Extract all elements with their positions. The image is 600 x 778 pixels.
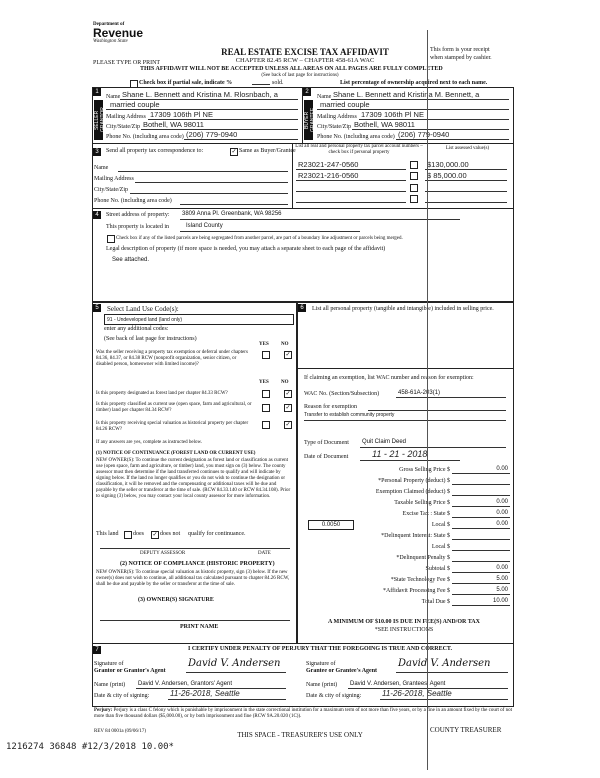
grantee-date[interactable]: 11-26-2018, Seattle <box>382 689 452 698</box>
tax-row <box>300 465 512 476</box>
tax-row-value[interactable]: 0.00 <box>496 499 508 505</box>
corr-city-line[interactable] <box>130 193 288 194</box>
q-forest-yes[interactable] <box>262 390 270 398</box>
parcel-3-value-line[interactable] <box>425 191 507 192</box>
qualify-label: qualify for continuance. <box>188 531 246 537</box>
tax-row-value[interactable]: 0.00 <box>496 565 508 571</box>
grantee-signature[interactable]: David V. Andersen <box>398 658 491 669</box>
q-historic: Is this property receiving special valuation as historical property per chapter 84.26 RCW? <box>96 421 249 432</box>
ownership-note: List percentage of ownership acquired next to each name. <box>340 80 488 86</box>
tax-row-label: Excise Tax : State $ <box>402 511 450 517</box>
q-current-use-yes[interactable] <box>262 404 270 412</box>
doc-date-label: Date of Document <box>304 454 349 460</box>
parcel-2-number[interactable]: R23021-216-0560 <box>298 171 359 180</box>
seller-name[interactable]: Shane L. Bennett and Kristina M. Rlosnbach, a <box>122 90 278 99</box>
tax-row-label: *Delinquent Penalty $ <box>396 555 450 561</box>
street-label: Street address of property: <box>106 212 170 218</box>
segregated-checkbox[interactable] <box>107 235 115 243</box>
q-historic-yes[interactable] <box>262 421 270 429</box>
property-box <box>92 208 514 302</box>
continuance-title: (1) NOTICE OF CONTINUANCE (FOREST LAND OR CURRENT USE) <box>96 451 256 456</box>
section-4-number: 4 <box>93 211 101 219</box>
land-use-see-back: (See back of last page for instructions) <box>104 336 197 342</box>
land-does-checkbox[interactable] <box>124 531 132 539</box>
buyer-phone-line <box>396 139 509 140</box>
grantor-name[interactable]: David V. Andersen, Grantors' Agent <box>138 681 232 687</box>
parcel-2-checkbox[interactable] <box>410 172 418 180</box>
grantee-name[interactable]: David V. Andersen, Grantees' Agent <box>350 681 446 687</box>
receipt-note-2: when stamped by cashier. <box>430 55 492 61</box>
perjury-label: Perjury: <box>94 708 113 713</box>
buyer-name[interactable]: Shane L. Bennett and Kristina M. Bennett, a <box>333 90 480 99</box>
parcel-2-value[interactable]: $ 85,000.00 <box>427 171 467 180</box>
land-does-label: does <box>133 531 144 537</box>
reason-line <box>368 410 506 411</box>
street-line <box>180 219 460 220</box>
q-exemption-yes[interactable] <box>262 351 270 359</box>
parcel-4-checkbox[interactable] <box>410 195 418 203</box>
perjury-body: Perjury is a class C felony which is punishable by imprisonment in the state correctional institution for a maximum term of not more than five years, or by a fine in an amount fixed by the court of not more than five thousand dollars ($5,000.00), or by both imprisonment and fine (RCW 9A.20.020 (1C)). <box>94 708 512 719</box>
personal-property-divider <box>296 368 513 369</box>
tax-row-label: Subtotal $ <box>425 566 450 572</box>
not-accepted-note: THIS AFFIDAVIT WILL NOT BE ACCEPTED UNLESS ALL AREAS ON ALL PAGES ARE FULLY COMPLETED <box>140 66 443 72</box>
reason-line-2 <box>304 420 506 421</box>
county[interactable]: Island County <box>186 223 223 229</box>
tax-row <box>300 564 512 575</box>
historic-title: (2) NOTICE OF COMPLIANCE (HISTORIC PROPERTY) <box>120 561 275 567</box>
historic-text: NEW OWNER(S): To continue special valuation as historic property, sign (3) below. If the new owner(s) does not wish to continue, all additional tax calculated pursuant to chapter 84.26 RCW, shall be due and payable by the seller or transferor at the time of sale. <box>96 570 290 587</box>
tax-row <box>300 597 512 608</box>
tax-row-value[interactable]: 0.00 <box>496 466 508 472</box>
tax-row-label: Total Due $ <box>421 599 450 605</box>
grantee-sig-label-1: Signature of <box>306 661 336 667</box>
grantee-name-label: Name (print) <box>306 682 338 688</box>
recording-stamp: 1216274 36848 #12/3/2018 10.00* <box>6 742 174 752</box>
land-does-not-checkbox[interactable]: ✓ <box>152 532 158 538</box>
corr-phone-line[interactable] <box>180 204 288 205</box>
tax-row-label: Local $ <box>431 544 450 550</box>
this-land-label: This land <box>96 531 119 537</box>
seller-city-label: City/State/Zip <box>106 124 140 130</box>
tax-row-line <box>452 572 510 573</box>
parcel-1-number[interactable]: R23021-247-0560 <box>298 160 359 169</box>
tax-row-label: *Delinquent Interest: State $ <box>381 533 450 539</box>
tax-row <box>300 476 512 487</box>
reason-label: Reason for exemption <box>304 404 357 410</box>
section-7-number: 7 <box>93 646 101 654</box>
please-type: PLEASE TYPE OR PRINT <box>93 60 161 66</box>
q-forest-no[interactable]: ✓ <box>285 391 291 397</box>
tax-row-line <box>452 495 510 496</box>
certify-statement: I CERTIFY UNDER PENALTY OF PERJURY THAT THE FOREGOING IS TRUE AND CORRECT. <box>187 646 452 652</box>
if-yes-note: If any answers are yes, complete as instructed below. <box>96 440 203 445</box>
tax-row-line <box>452 528 510 529</box>
deputy-line[interactable] <box>100 548 290 549</box>
grantee-sig-line <box>396 672 508 673</box>
receipt-note-1: This form is your receipt <box>430 47 490 53</box>
tax-row-line <box>452 473 510 474</box>
tax-row-label: *State Technology Fee $ <box>390 577 450 583</box>
seller-phone-label: Phone No. (including area code) <box>106 134 184 140</box>
tax-row-label: Gross Selling Price $ <box>399 467 450 473</box>
wac-line <box>396 397 506 398</box>
corr-mailing-line[interactable] <box>135 182 288 183</box>
print-name-line[interactable] <box>100 620 290 621</box>
legal-value[interactable]: See attached. <box>112 257 150 263</box>
tax-row-value[interactable]: 5.00 <box>496 587 508 593</box>
parcel-1-value-line <box>425 169 507 170</box>
tax-row <box>300 531 512 542</box>
seller-name-label: Name <box>106 94 121 100</box>
q-current-use-no[interactable]: ✓ <box>285 405 291 411</box>
treasurer-only: THIS SPACE - TREASURER'S USE ONLY <box>237 731 363 739</box>
grantor-sig-label-2: Grantor or Grantor's Agent <box>94 668 166 674</box>
buyer-name-label: Name <box>317 94 332 100</box>
seller-mailing[interactable]: 17309 106th Pl NE <box>150 110 213 119</box>
tax-row-value[interactable]: 5.00 <box>496 576 508 582</box>
tax-row <box>300 520 512 531</box>
yes-header-2: YES <box>259 380 269 385</box>
doc-date[interactable]: 11 - 21 - 2018 <box>372 449 428 459</box>
county-line <box>180 231 360 232</box>
parcel-4-line[interactable] <box>296 202 406 203</box>
tax-row <box>300 553 512 564</box>
street-address[interactable]: 3809 Anna Pl. Greenbank, WA 98256 <box>182 211 282 217</box>
sold-label: sold. <box>272 80 284 86</box>
buyer-mailing-label: Mailing Address <box>317 114 357 120</box>
tax-row-line <box>452 583 510 584</box>
grantor-sig-label-1: Signature of <box>94 661 124 667</box>
tax-row-label: Exemption Claimed (deduct) $ <box>375 489 450 495</box>
buyer-side-label: BUYER GRANTEE <box>304 100 313 140</box>
located-label: This property is located in <box>106 224 169 230</box>
tax-row-value[interactable]: 0.00 <box>496 510 508 516</box>
logo-line-2: Revenue <box>93 26 144 40</box>
seller-phone[interactable]: (206) 779-0940 <box>186 130 238 139</box>
grantee-sig-label-2: Grantee or Grantee's Agent <box>306 668 378 674</box>
assessed-value-header: List assessed value(s) <box>445 146 490 151</box>
print-name-label: PRINT NAME <box>180 624 219 630</box>
exemption-label: If claiming an exemption, list WAC number and reason for exemption: <box>304 375 474 381</box>
legal-label: Legal description of property (if more space is needed, you may attach a separate sheet to each page of the affidavit) <box>106 246 386 252</box>
segregated-label: Check box if any of the listed parcels are being segregated from another parcel, are part of a boundary line adjustment or parcels being merged. <box>116 236 403 241</box>
q-current-use: Is this property classified as current use (open space, farm and agricultural, or timber) land per chapter 84.34 RCW? <box>96 402 252 413</box>
tax-row-line <box>452 594 510 595</box>
q-historic-no[interactable]: ✓ <box>285 422 291 428</box>
perjury-text <box>94 708 512 720</box>
reason-value[interactable]: Transfer to establish community property <box>304 412 395 418</box>
grantee-date-label: Date & city of signing: <box>306 693 362 699</box>
parcel-4-value-line[interactable] <box>425 202 507 203</box>
parcel-1-line <box>296 169 406 170</box>
correspondence-label: Send all property tax correspondence to: <box>106 148 204 154</box>
section-3-number: 3 <box>93 148 101 156</box>
tax-row-label: Taxable Selling Price $ <box>394 500 450 506</box>
buyer-mailing[interactable]: 17309 106th Pl NE <box>361 110 424 119</box>
tax-row-line <box>452 539 510 540</box>
wac-label: WAC No. (Section/Subsection) <box>304 391 380 397</box>
tax-row <box>300 575 512 586</box>
parcel-2-line <box>296 180 406 181</box>
seller-name-2[interactable]: married couple <box>110 100 160 109</box>
land-use-label: Select Land Use Code(s): <box>107 305 179 313</box>
doc-type[interactable]: Quit Claim Deed <box>362 439 407 445</box>
deputy-label: DEPUTY ASSESSOR <box>140 551 186 556</box>
buyer-phone-label: Phone No. (including area code) <box>317 134 395 140</box>
rev-number: REV 84 0001a (09/06/17) <box>94 729 146 734</box>
tax-row <box>300 542 512 553</box>
corr-name-label: Name <box>94 165 109 171</box>
deputy-date-label: DATE <box>258 551 271 556</box>
grantor-date-line <box>168 699 286 700</box>
section-5-number: 5 <box>93 304 101 312</box>
q-forest: Is this property designated as forest land per chapter 84.33 RCW? <box>96 391 228 396</box>
buyer-city-label: City/State/Zip <box>317 124 351 130</box>
tax-row <box>300 509 512 520</box>
doc-type-label: Type of Document <box>304 440 349 446</box>
see-back-note: (See back of last page for instructions) <box>261 73 339 78</box>
section-1-number: 1 <box>93 88 101 96</box>
wac-value[interactable]: 458-61A-203(1) <box>398 390 441 396</box>
tax-row-label: *Affidavit Processing Fee $ <box>382 588 450 594</box>
logo-line-3: Washington State <box>93 39 128 44</box>
logo-line-1: Department of <box>93 22 125 27</box>
parcel-3-line[interactable] <box>296 191 406 192</box>
no-header-1: NO <box>281 342 289 347</box>
corr-mailing-label: Mailing Address <box>94 176 134 182</box>
doc-type-line <box>360 447 506 448</box>
tax-row-line <box>452 550 510 551</box>
tax-row <box>300 498 512 509</box>
parcel-1-value[interactable]: $130,000.00 <box>427 160 469 169</box>
personal-property-label: List all personal property (tangible and intangible) included in selling price. <box>312 306 494 312</box>
tax-row-line <box>452 561 510 562</box>
corr-city-label: City/State/Zip <box>94 187 128 193</box>
buyer-phone[interactable]: (206) 779-0940 <box>398 130 450 139</box>
tax-row-line <box>452 506 510 507</box>
seller-mailing-label: Mailing Address <box>106 114 146 120</box>
dept-logo <box>93 22 173 45</box>
seller-side-label: SELLER GRANTOR <box>94 100 103 140</box>
tax-row <box>300 487 512 498</box>
parcel-3-checkbox[interactable] <box>410 184 418 192</box>
continuance-text: NEW OWNER(S): To continue the current designation as forest land or classification as current use (open space, farm and agriculture, or timber) land, you must sign on (3) below. The county assessor must then determine if the land transferred continues to qualify and will indicate by signing below. If the land no longer qualifies or you do not wish to continue the designation or classification, it will be removed and the compensating or additional taxes will be due and payable by the seller or transferor at the time of sale. (RCW 84.33.140 or RCW 84.34.108). Prior to signing (3) below, you may contact your local county assessor for more information. <box>96 458 291 499</box>
additional-codes-label: enter any additional codes: <box>104 326 169 332</box>
same-as-buyer-label: Same as Buyer/Grantee <box>239 148 296 154</box>
land-use-selected: 91 - Undeveloped land (land only) <box>107 317 183 323</box>
local-rate[interactable]: 0.0050 <box>308 520 354 530</box>
tax-row-value[interactable]: 0.00 <box>496 521 508 527</box>
tax-row-label: Local $ <box>431 522 450 528</box>
q-exemption-no[interactable]: ✓ <box>285 352 291 358</box>
doc-date-line <box>360 460 460 461</box>
grantor-sig-line <box>186 672 286 673</box>
fold-line <box>427 30 428 770</box>
grantor-name-label: Name (print) <box>94 682 126 688</box>
tax-row <box>300 586 512 597</box>
section-2-number: 2 <box>303 88 311 96</box>
section-6-number: 6 <box>298 304 306 312</box>
partial-sale-label: Check box if partial sale, indicate % <box>139 80 233 86</box>
parcel-header: List all real and personal property tax parcel account numbers – check box if personal property <box>295 144 423 155</box>
tax-row-line <box>452 517 510 518</box>
no-header-2: NO <box>281 380 289 385</box>
tax-calc-table <box>300 465 512 608</box>
grantee-date-line <box>380 699 508 700</box>
minimum-due-note: A MINIMUM OF $10.00 IS DUE IN FEE(S) AND/OR TAX <box>328 619 480 625</box>
form-title: REAL ESTATE EXCISE TAX AFFIDAVIT <box>221 47 389 57</box>
buyer-name-2[interactable]: married couple <box>320 100 370 109</box>
form-chapter: CHAPTER 82.45 RCW – CHAPTER 458-61A WAC <box>235 57 375 64</box>
tax-row-label: *Personal Property (deduct) $ <box>378 478 450 484</box>
seller-city[interactable]: Bothell, WA 98011 <box>143 120 204 129</box>
tax-row-line <box>452 605 510 606</box>
same-as-buyer-checkbox[interactable]: ✓ <box>231 149 237 155</box>
seller-phone-line <box>184 139 298 140</box>
county-treasurer: COUNTY TREASURER <box>430 726 502 734</box>
tax-row-value[interactable]: 10.00 <box>492 598 508 604</box>
grantor-date[interactable]: 11-26-2018, Seattle <box>170 689 240 698</box>
yes-header-1: YES <box>259 342 269 347</box>
corr-name-line[interactable] <box>118 171 288 172</box>
grantor-signature[interactable]: David V. Andersen <box>188 658 281 669</box>
see-instructions-note: *SEE INSTRUCTIONS <box>374 627 434 633</box>
parcel-1-checkbox[interactable] <box>410 161 418 169</box>
buyer-city[interactable]: Bothell, WA 98011 <box>354 120 415 129</box>
q-exemption: Was the seller receiving a property tax exemption or deferral under chapters 84.36, 84.37, or 84.38 RCW (nonprofit organization, senior citizen, or disabled person, homeowner with limited income)? <box>96 350 248 367</box>
tax-row-line <box>452 484 510 485</box>
grantor-date-label: Date & city of signing: <box>94 693 150 699</box>
partial-sale-line[interactable] <box>252 84 270 85</box>
parcel-2-value-line <box>425 180 507 181</box>
owner-signature-label: (3) OWNER(S) SIGNATURE <box>138 597 214 603</box>
corr-phone-label: Phone No. (including area code) <box>94 198 172 204</box>
land-does-not-label: does not <box>160 531 181 537</box>
